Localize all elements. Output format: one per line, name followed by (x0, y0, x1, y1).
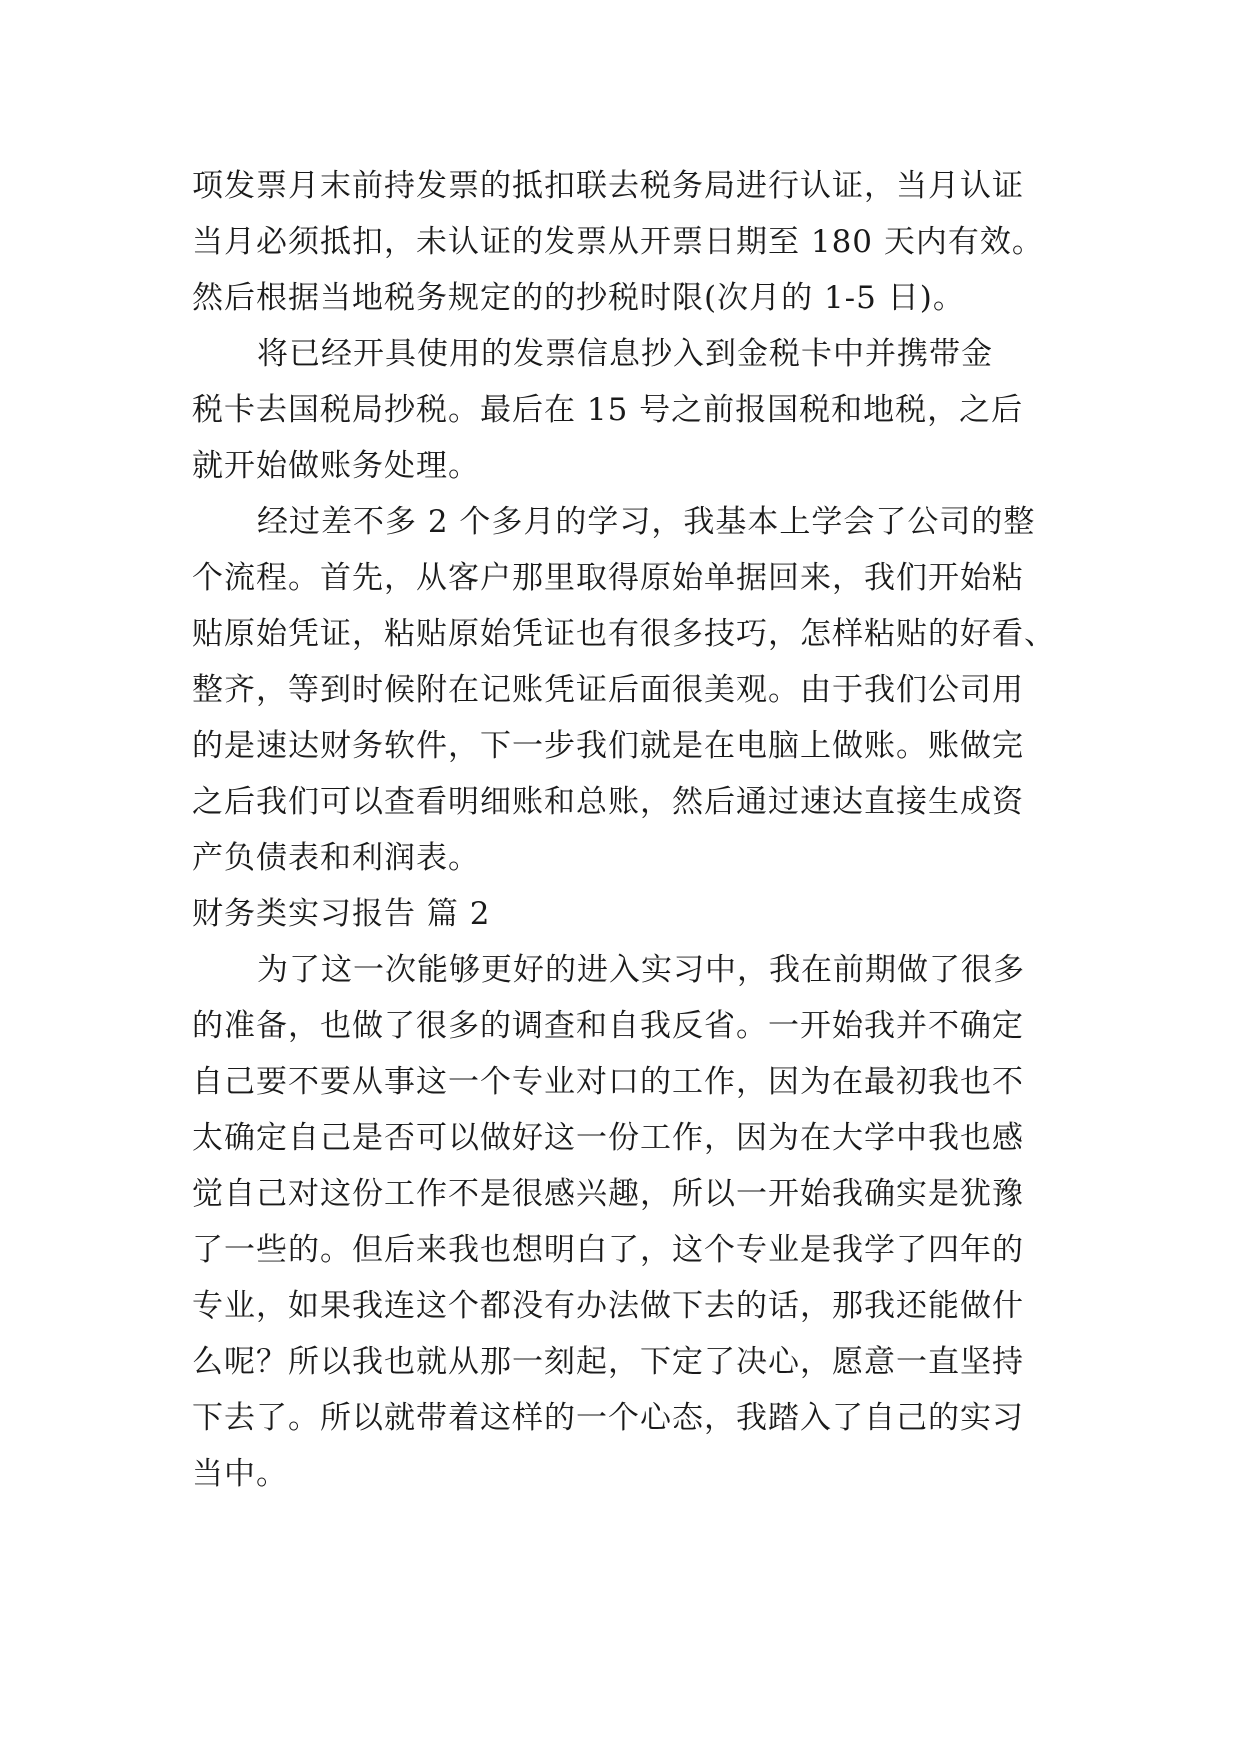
paragraph-3-line-6: 之后我们可以查看明细账和总账，然后通过速达直接生成资 (192, 784, 1024, 820)
paragraph-3-line-7: 产负债表和利润表。 (192, 840, 480, 876)
paragraph-4-line-4: 太确定自己是否可以做好这一份工作，因为在大学中我也感 (192, 1120, 1024, 1156)
paragraph-3-line-1: 经过差不多 2 个多月的学习，我基本上学会了公司的整 (257, 504, 1036, 540)
paragraph-1-line-2: 当月必须抵扣，未认证的发票从开票日期至 180 天内有效。 (192, 224, 1044, 260)
paragraph-3-line-3: 贴原始凭证，粘贴原始凭证也有很多技巧，怎样粘贴的好看、 (192, 616, 1056, 652)
paragraph-1-line-1: 项发票月末前持发票的抵扣联去税务局进行认证，当月认证 (192, 168, 1024, 204)
section-heading: 财务类实习报告 篇 2 (192, 896, 491, 932)
paragraph-4-line-5: 觉自己对这份工作不是很感兴趣，所以一开始我确实是犹豫 (192, 1176, 1024, 1212)
paragraph-2-line-1: 将已经开具使用的发票信息抄入到金税卡中并携带金 (257, 336, 993, 372)
paragraph-4-line-6: 了一些的。但后来我也想明白了，这个专业是我学了四年的 (192, 1232, 1024, 1268)
paragraph-4-line-9: 下去了。所以就带着这样的一个心态，我踏入了自己的实习 (192, 1400, 1024, 1436)
paragraph-4-line-7: 专业，如果我连这个都没有办法做下去的话，那我还能做什 (192, 1288, 1024, 1324)
paragraph-1-line-3: 然后根据当地税务规定的的抄税时限(次月的 1-5 日)。 (192, 280, 965, 316)
paragraph-4-line-2: 的准备，也做了很多的调查和自我反省。一开始我并不确定 (192, 1008, 1024, 1044)
paragraph-4-line-1: 为了这一次能够更好的进入实习中，我在前期做了很多 (257, 952, 1025, 988)
paragraph-3-line-4: 整齐，等到时候附在记账凭证后面很美观。由于我们公司用 (192, 672, 1024, 708)
paragraph-2-line-2: 税卡去国税局抄税。最后在 15 号之前报国税和地税，之后 (192, 392, 1024, 428)
paragraph-4-line-8: 么呢？所以我也就从那一刻起，下定了决心，愿意一直坚持 (192, 1344, 1024, 1380)
paragraph-3-line-5: 的是速达财务软件，下一步我们就是在电脑上做账。账做完 (192, 728, 1024, 764)
paragraph-4-line-10: 当中。 (192, 1456, 288, 1492)
paragraph-4-line-3: 自己要不要从事这一个专业对口的工作，因为在最初我也不 (192, 1064, 1024, 1100)
paragraph-3-line-2: 个流程。首先，从客户那里取得原始单据回来，我们开始粘 (192, 560, 1024, 596)
paragraph-2-line-3: 就开始做账务处理。 (192, 448, 480, 484)
